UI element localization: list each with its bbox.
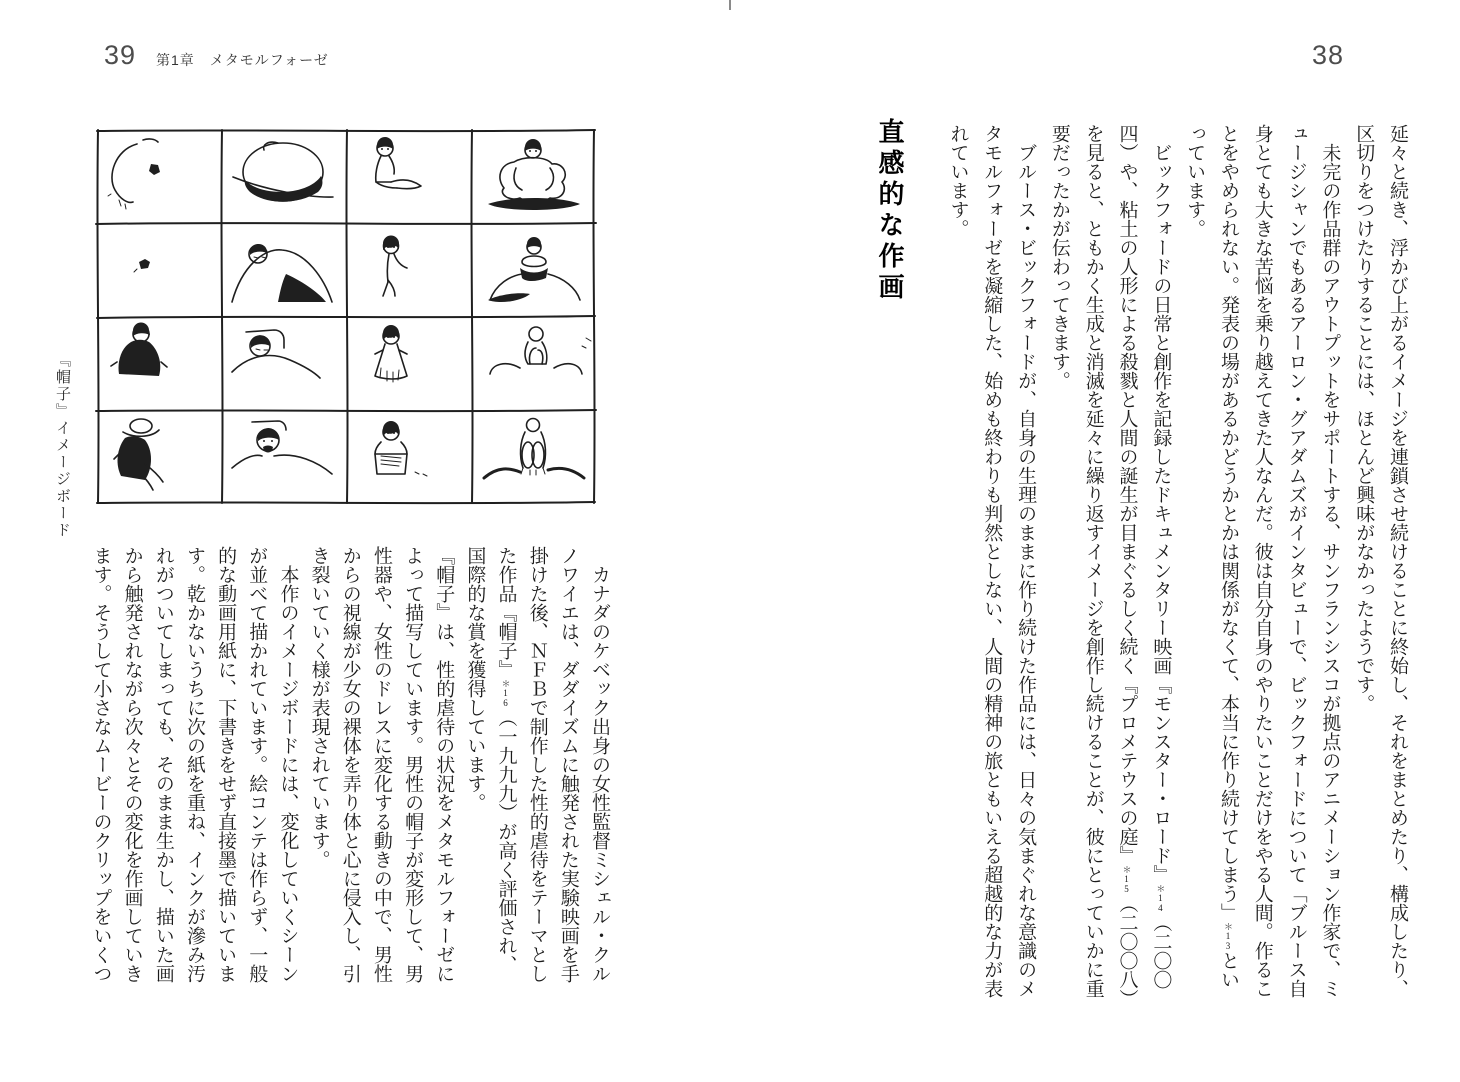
text-run: 未完の作品群のアウトプットをサポートする、サンフランシスコが拠点のアニメーション作家で、ミュージシャンでもあるアーロン・グアダムズがインタビューで、ビックフォードについて「ブルース自身とても大きな苦悩を乗り越えてきた人なんだ。彼は自分自身のやりたいことだけをやる人間。作ることをやめられない。発表の場があるかどうかとかは関係がなくて、本当に作り続けてしまう」 [1217,124,1341,998]
chapter-header: 第1章 メタモルフォーゼ [156,52,329,68]
sketch-squatting-figure-on-mound [484,419,584,479]
left-page-body-text [85,546,615,986]
sketch-figure-on-mound [488,237,580,302]
page-number-right: 38 [1312,40,1345,70]
paragraph [1177,124,1346,1002]
right-page-body-text [941,124,1414,1002]
paragraph [1042,124,1177,1002]
page-number-left: 39 [104,40,137,70]
text-run: 延々と続き、浮かび上がるイメージを連鎖させ続けることに終始し、それをまとめたり、構成したり、区切りをつけたりすることには、ほとんど興味がなかったようです。 [1353,124,1408,998]
sketch-crouching-figure-curved-arms [490,327,591,374]
image-board-grid [95,128,597,506]
sketch-dark-coated-figure [111,322,167,376]
paragraph [303,546,459,986]
sketch-face-peeking-over-mound [232,244,332,302]
footnote-marker: ＊14 [1155,884,1166,913]
text-run: カナダのケベック出身の女性監督ミシェル・クルノワイエは、ダダイズムに触発された実験映画を手掛けた後、ＮＦＢで制作した性的虐待をテーマとした作品『帽子』 [495,546,610,983]
text-run: ブルース・ビックフォードが、自身の生理のままに作り続けた作品には、日々の気まぐれな意識のメタモルフォーゼを凝縮した、始めも終わりも判然としない、人間の精神の旅ともいえる超越的な力が表れています。 [947,124,1037,998]
text-run: （二〇〇四）や、粘土の人形による殺戮と人間の誕生が目まぐるしく続く『プロメテウスの庭』 [1116,124,1172,989]
paragraph [85,546,303,986]
footnote-marker: ＊15 [1121,865,1132,894]
image-caption: 『帽子』イメージボード [54,352,70,539]
text-run: 本作のイメージボードには、変化していくシーンが並べて描かれています。絵コンテは作らず、一般的な動画用紙に、下書きをせず直接墨で描いています。乾かないうちに次の紙を重ね、インクが滲み汚れがついてしまっても、そのまま生かし、描いた画から触発されながら次々とその変化を作画していきます。そうして小さなムービーのクリップをいくつ [90,546,299,983]
image-board [95,128,597,506]
sketch-standing-girl [383,235,407,296]
paragraph [1346,124,1414,1002]
sketch-tiny-ink-speck [134,259,150,272]
sketch-dark-figure-white-hat [114,419,163,490]
sketch-figure-hugging-cloud [488,139,580,210]
text-run: （二〇〇八）を見ると、ともかく生成と消滅を延々に繰り返すイメージを創作し続けることが、彼にとっていかに重要だったかが伝わってきます。 [1048,124,1138,999]
sketch-seated-girl-hands-on-lap [375,421,427,476]
text-run: といっています。 [1184,124,1239,989]
text-run: ビックフォードの日常と創作を記録したドキュメンタリー映画『モンスター・ロード』 [1150,143,1172,884]
text-run: （一九九九）が高く評価され、国際的な賞を獲得しています。 [464,546,517,974]
sketch-girl-in-dress [375,325,407,382]
sketch-large-round-hat [233,142,333,202]
sketch-mustached-face-mound [232,421,332,474]
footnote-marker: ＊13 [1222,922,1233,951]
sketch-sleeping-head-hill [232,330,320,378]
footnote-marker: ＊16 [500,679,511,708]
text-run: 『帽子』は、性的虐待の状況をメタモルフォーゼによって描写しています。男性の帽子が変形して、男性器や、女性のドレスに変化する動きの中で、男性からの視線が少女の裸体を弄り体と心に侵入し、引き裂いていく様が表現されています。 [308,546,455,983]
sketch-abstract-ink-circle [108,139,160,209]
paragraph [941,124,1042,1002]
section-heading: 直感的な作画 [875,118,905,304]
sketch-seated-girl [376,137,421,189]
paragraph [459,546,615,986]
center-fold-mark [729,0,731,10]
